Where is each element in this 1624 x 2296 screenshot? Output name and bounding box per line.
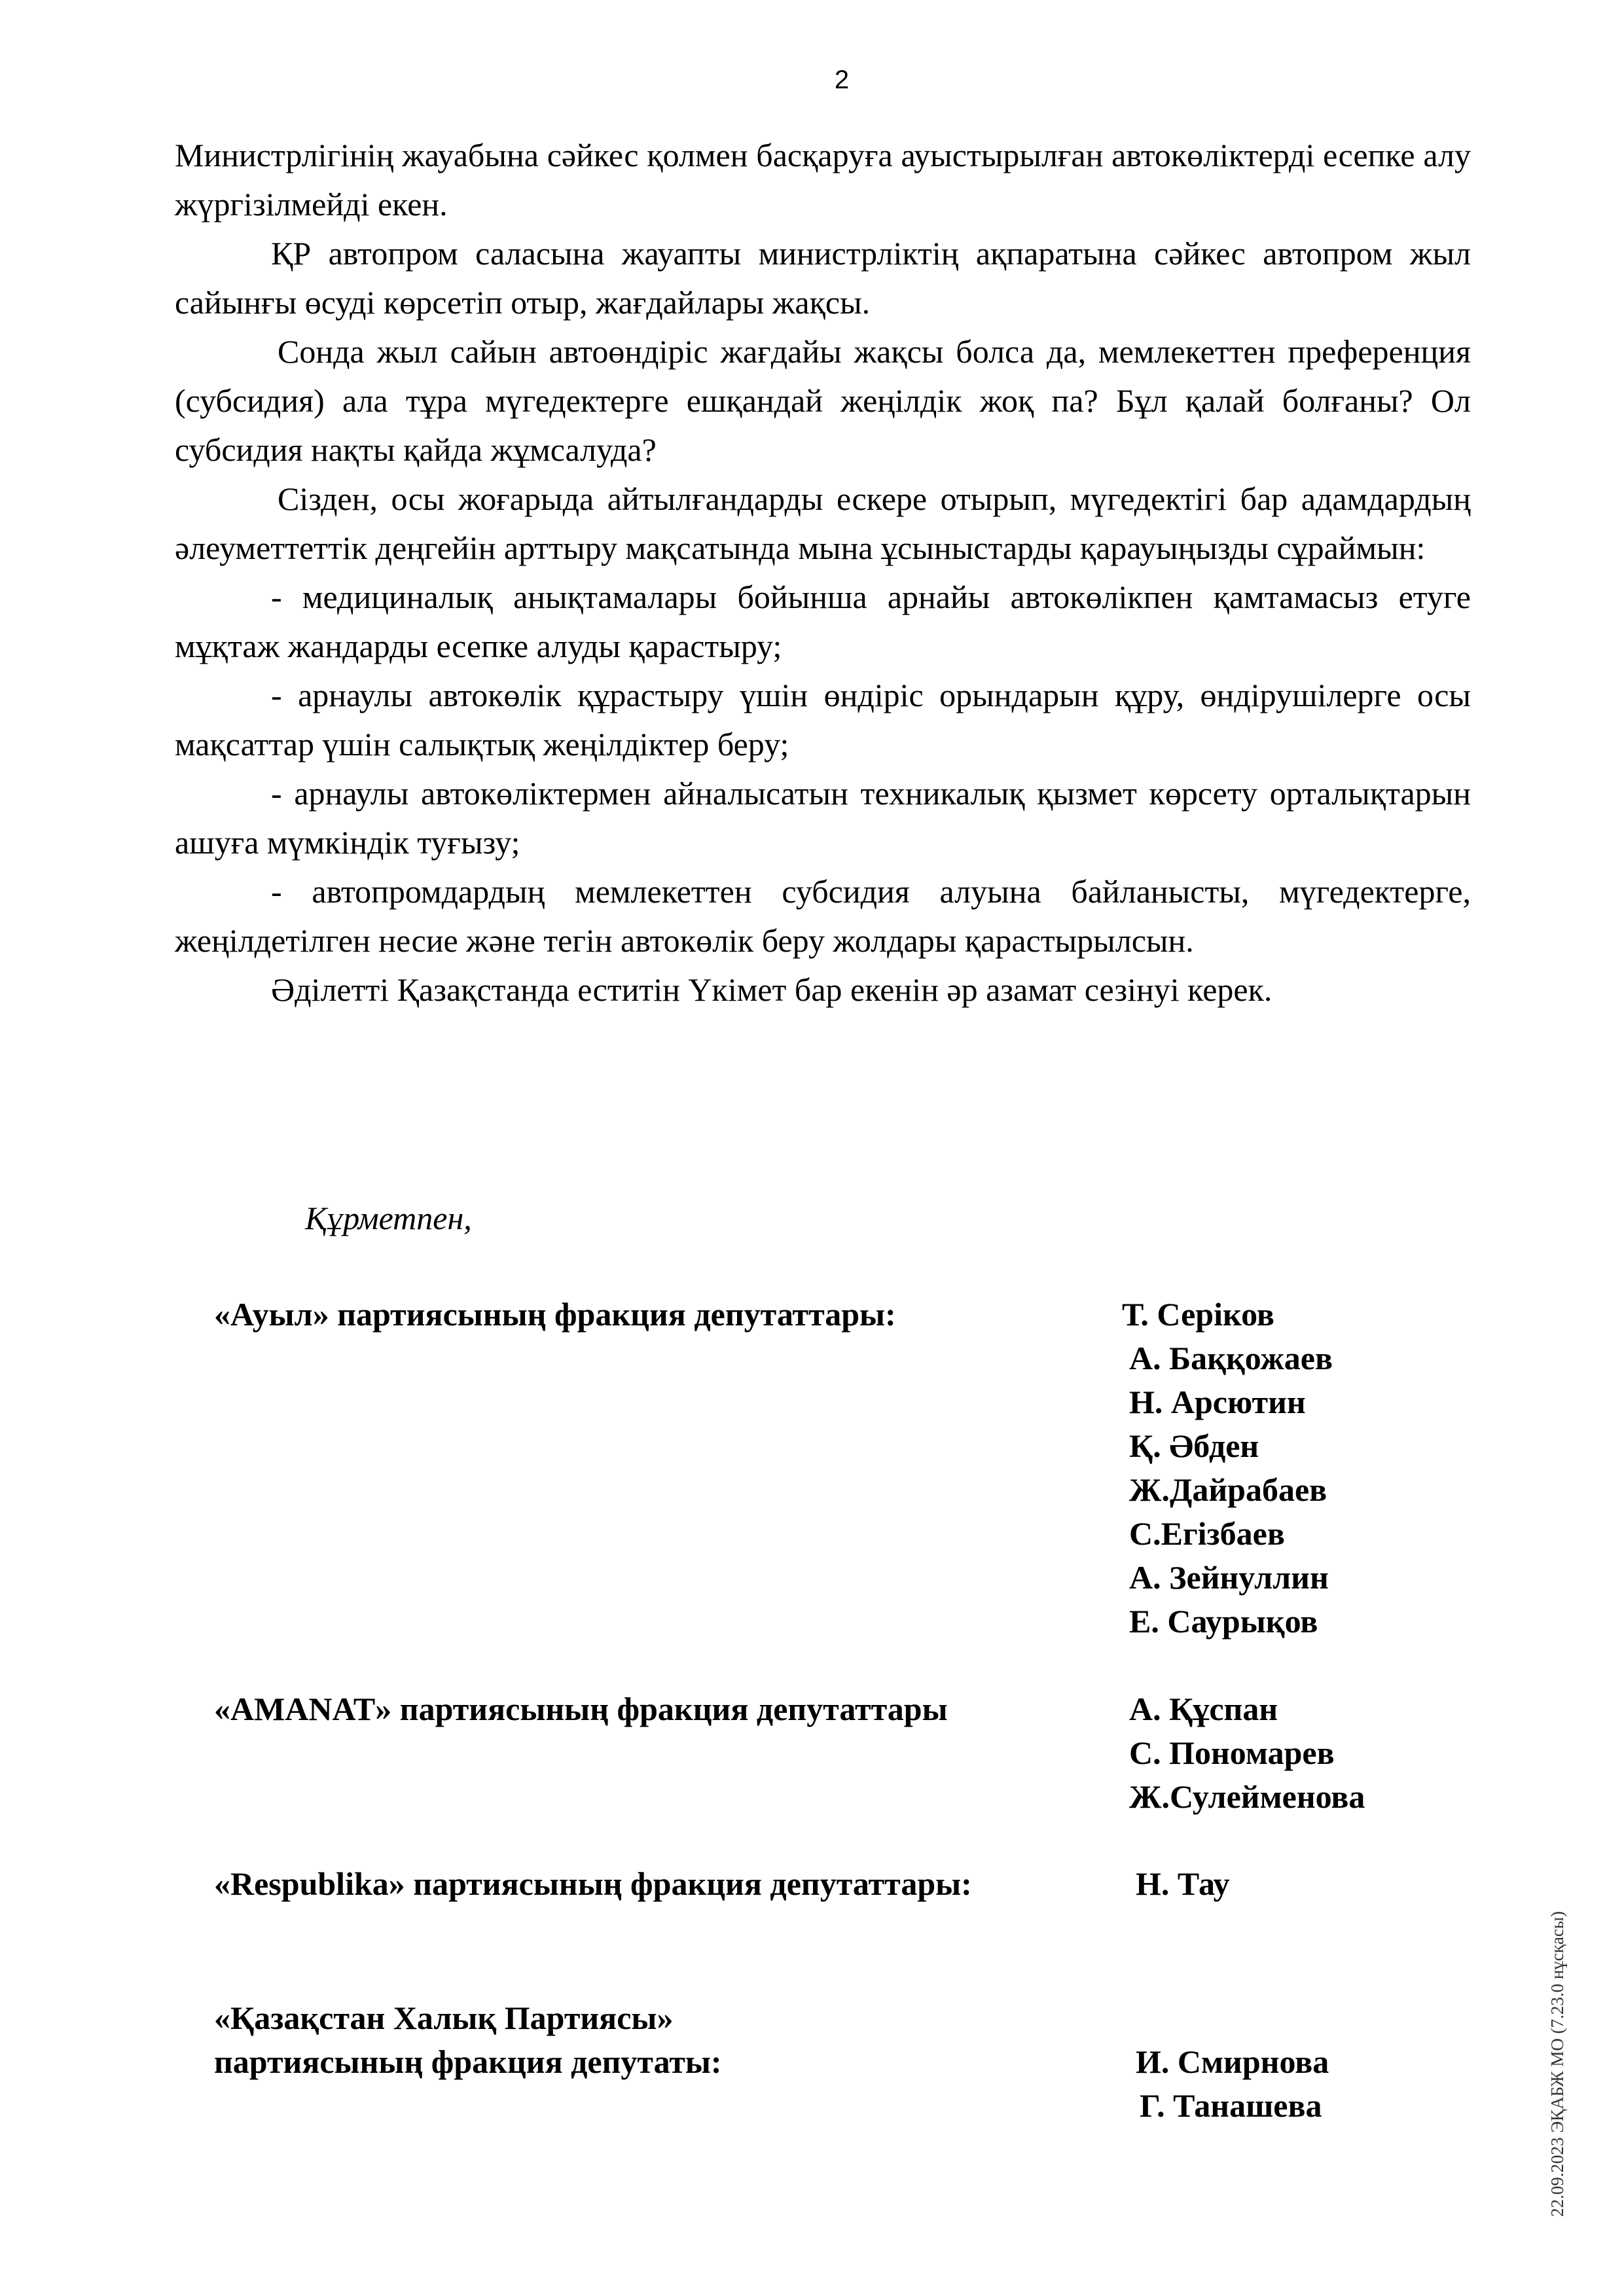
paragraph-1: Министрлігінің жауабына сәйкес қолмен басқаруға ауыстырылған автокөліктерді есепке алу жүргізілмейді екен. (175, 137, 1471, 223)
signatory-name: Т. Серіков (1122, 1296, 1274, 1333)
signatory-name: А. Құспан (1129, 1691, 1278, 1727)
faction-label-auyl: «Ауыл» партиясының фракция депутаттары: (214, 1296, 896, 1333)
faction-names-halyk (1136, 2040, 1329, 2128)
faction-names-respublika (1136, 1862, 1229, 1906)
proposal-item-4: - автопромдардың мемлекеттен субсидия алуына байланысты, мүгедектерге, жеңілдетілген несие және тегін автокөлік беру жолдары қарастырылсын. (175, 873, 1471, 959)
signatory-name: Н. Тау (1136, 1865, 1230, 1902)
signatory-name: И. Смирнова (1136, 2043, 1329, 2080)
paragraph-2: ҚР автопром саласына жауапты министрліктің ақпаратына сәйкес автопром жыл сайынғы өсуді көрсетіп отыр, жағдайлары жақсы. (175, 235, 1471, 321)
registration-stamp-text: 22.09.2023 ЭҚАБЖ МО (7.23.0 нұсқасы) (1547, 1911, 1567, 2217)
proposal-item-1: - медициналық анықтамалары бойынша арнайы автокөлікпен қамтамасыз етуге мұқтаж жандарды есепке алуды қарастыру; (175, 579, 1471, 664)
signature-block-amanat (0, 1687, 1624, 1825)
letter-body (175, 131, 1471, 1014)
page-number: 2 (834, 65, 850, 94)
proposal-item-3: - арнаулы автокөліктермен айналысатын техникалық қызмет көрсету орталықтарын ашуға мүмкіндік туғызу; (175, 775, 1471, 861)
paragraph-4: Сізден, осы жоғарыда айтылғандарды ескере отырып, мүгедектігі бар адамдардың әлеуметтеттік деңгейін арттыру мақсатында мына ұсыныстарды қарауыңызды сұраймын: (175, 480, 1471, 566)
faction-label-respublika: «Respublika» партиясының фракция депутаттары: (214, 1865, 972, 1902)
signatory-name: Қ. Әбден (1129, 1427, 1259, 1464)
signatory-name: А. Баққожаев (1129, 1340, 1333, 1376)
signatory-name: Е. Саурықов (1129, 1603, 1318, 1640)
paragraph-3: Сонда жыл сайын автоөндіріс жағдайы жақсы болса да, мемлекеттен преференция (субсидия) ала тұра мүгедектерге ешқандай жеңілдік жоқ па? Бұл қалай болғаны? Ол субсидия нақты қайда жұмсалуда? (175, 333, 1471, 468)
faction-label-halyk-line1: «Қазақстан Халық Партиясы» (214, 2000, 674, 2036)
registration-stamp (1545, 1911, 1571, 2238)
signatory-name: Ж.Сулейменова (1129, 1778, 1365, 1815)
signature-block-respublika (0, 1862, 1624, 1908)
paragraph-final: Әділетті Қазақстанда еститін Үкімет бар екенін әр азамат сезінуі керек. (271, 971, 1272, 1008)
signatory-name: С.Егізбаев (1129, 1515, 1285, 1552)
closing-salutation: Құрметпен, (305, 1200, 472, 1236)
signature-block-auyl (0, 1293, 1624, 1646)
proposal-item-2: - арнаулы автокөлік құрастыру үшін өндіріс орындарын құру, өндірушілерге осы мақсаттар үшін салықтық жеңілдіктер беру; (175, 677, 1471, 762)
signatory-name: Г. Танашева (1140, 2087, 1322, 2124)
signatory-name: А. Зейнуллин (1129, 1559, 1329, 1596)
faction-names-auyl (1122, 1293, 1333, 1643)
faction-label-halyk-line2: партиясының фракция депутаты: (214, 2043, 722, 2080)
faction-names-amanat (1129, 1687, 1365, 1819)
signatory-name: Ж.Дайрабаев (1129, 1471, 1327, 1508)
signatory-name: С. Пономарев (1129, 1734, 1335, 1771)
faction-label-amanat: «AMANAT» партиясының фракция депутаттары (214, 1691, 948, 1727)
signature-block-halyk (0, 1996, 1624, 2134)
signatory-name: Н. Арсютин (1129, 1384, 1306, 1420)
